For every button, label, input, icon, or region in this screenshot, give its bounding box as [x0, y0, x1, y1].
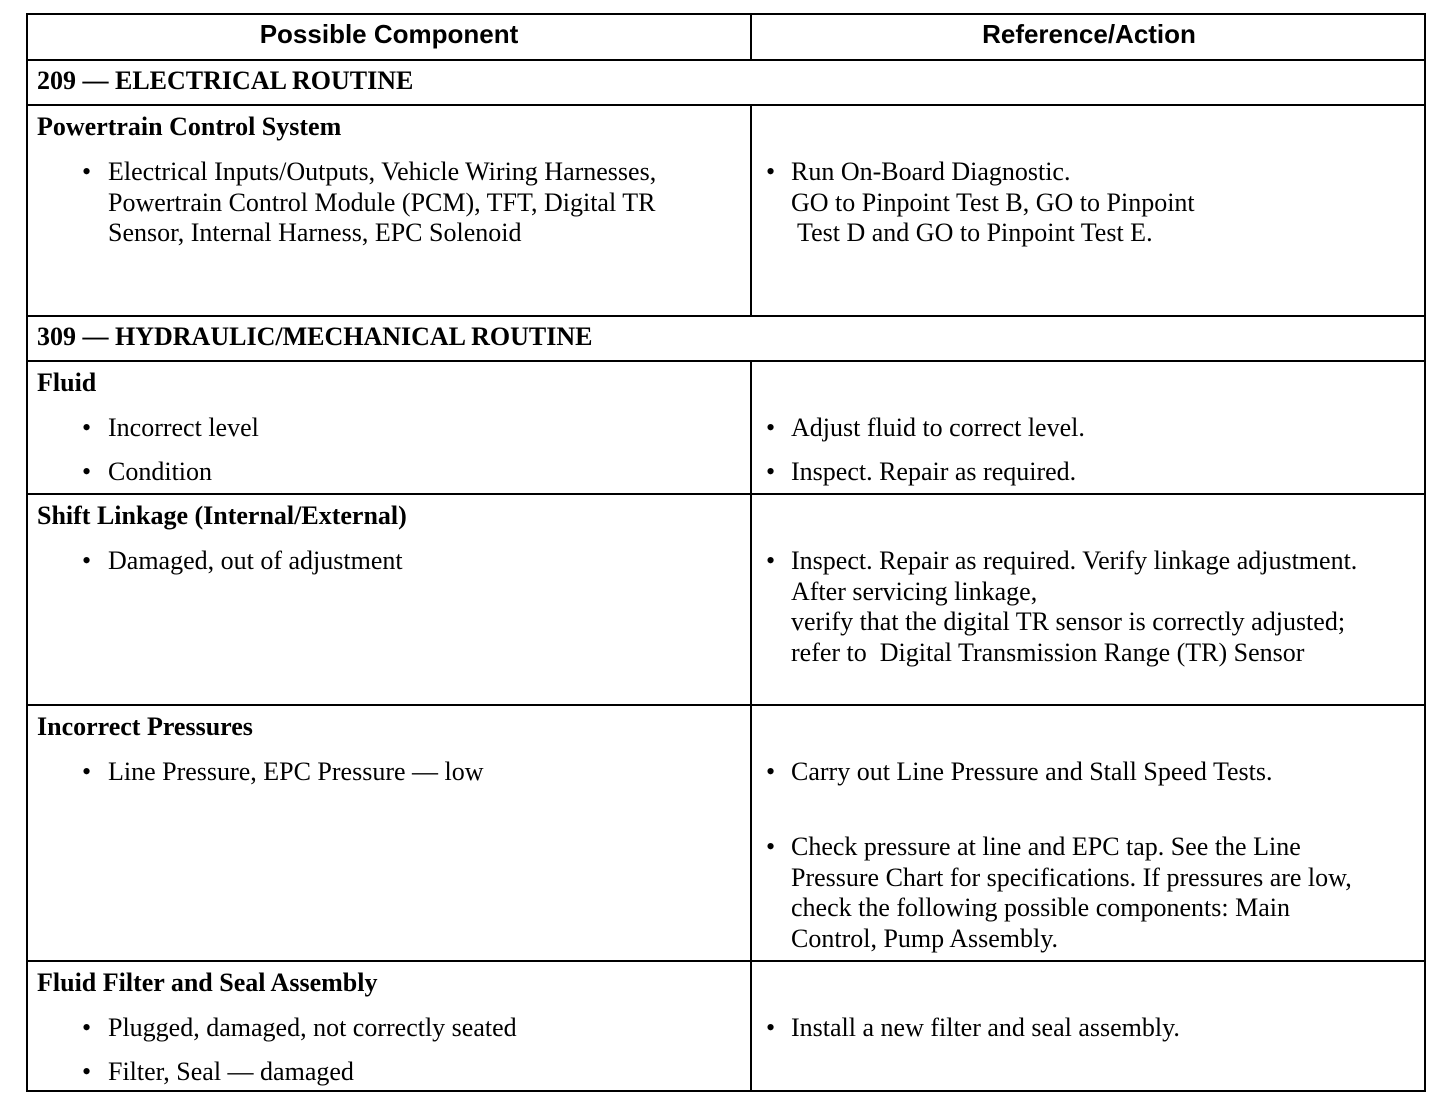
bullet-icon: • [82, 157, 92, 186]
section-title: 309 — HYDRAULIC/MECHANICAL ROUTINE [37, 322, 593, 351]
action-item: Adjust fluid to correct level. [791, 413, 1085, 442]
column-divider [750, 362, 752, 493]
component-group-name: Fluid [37, 368, 97, 397]
bullet-icon: • [82, 457, 92, 486]
bullet-icon: • [766, 457, 776, 486]
component-item: Plugged, damaged, not correctly seated [108, 1013, 517, 1042]
column-header-action: Reference/Action [982, 19, 1196, 49]
bullet-icon: • [766, 413, 776, 442]
bullet-icon: • [82, 413, 92, 442]
bullet-icon: • [766, 157, 776, 186]
action-item: Run On-Board Diagnostic. GO to Pinpoint Test B, GO to Pinpoint Test D and GO to Pinpoint Test E. [791, 157, 1195, 247]
bullet-icon: • [766, 546, 776, 575]
component-item: Condition [108, 457, 213, 486]
component-group-name: Powertrain Control System [37, 112, 342, 141]
component-item: Filter, Seal — damaged [108, 1057, 354, 1086]
section-row-electrical [28, 61, 1424, 106]
table-row [28, 962, 1424, 1092]
section-row-hydraulic [28, 317, 1424, 362]
action-item: Inspect. Repair as required. Verify linkage adjustment. After servicing linkage, verify that the digital TR sensor is correctly adjusted; refer to Digital Transmission Range (TR) Sensor [791, 546, 1358, 667]
header-row [28, 15, 1424, 61]
column-divider [750, 962, 752, 1092]
bullet-icon: • [82, 546, 92, 575]
bullet-icon: • [766, 832, 776, 861]
bullet-icon: • [766, 757, 776, 786]
component-item: Line Pressure, EPC Pressure — low [108, 757, 484, 786]
column-divider [750, 706, 752, 960]
component-group-name: Incorrect Pressures [37, 712, 253, 741]
component-item: Electrical Inputs/Outputs, Vehicle Wiring Harnesses, Powertrain Control Module (PCM), TFT, Digital TR Sensor, Internal Harness, EPC Solenoid [108, 157, 657, 247]
action-item: Check pressure at line and EPC tap. See the Line Pressure Chart for specifications. If pressures are low, check the following possible components: Main Control, Pump Assembly. [791, 832, 1352, 953]
component-item: Damaged, out of adjustment [108, 546, 403, 575]
bullet-icon: • [82, 757, 92, 786]
bullet-icon: • [82, 1057, 92, 1086]
component-group-name: Fluid Filter and Seal Assembly [37, 968, 378, 997]
table-row [28, 106, 1424, 317]
action-item: Inspect. Repair as required. [791, 457, 1077, 486]
table-row [28, 706, 1424, 962]
component-item: Incorrect level [108, 413, 259, 442]
component-group-name: Shift Linkage (Internal/External) [37, 501, 407, 530]
column-divider [750, 106, 752, 315]
action-item: Install a new filter and seal assembly. [791, 1013, 1180, 1042]
column-divider [750, 495, 752, 704]
diagnosis-table [26, 13, 1426, 1092]
table-row [28, 362, 1424, 495]
bullet-icon: • [766, 1013, 776, 1042]
bullet-icon: • [82, 1013, 92, 1042]
section-title: 209 — ELECTRICAL ROUTINE [37, 66, 414, 95]
table-row [28, 495, 1424, 706]
column-header-component: Possible Component [259, 19, 519, 49]
action-item: Carry out Line Pressure and Stall Speed Tests. [791, 757, 1273, 786]
